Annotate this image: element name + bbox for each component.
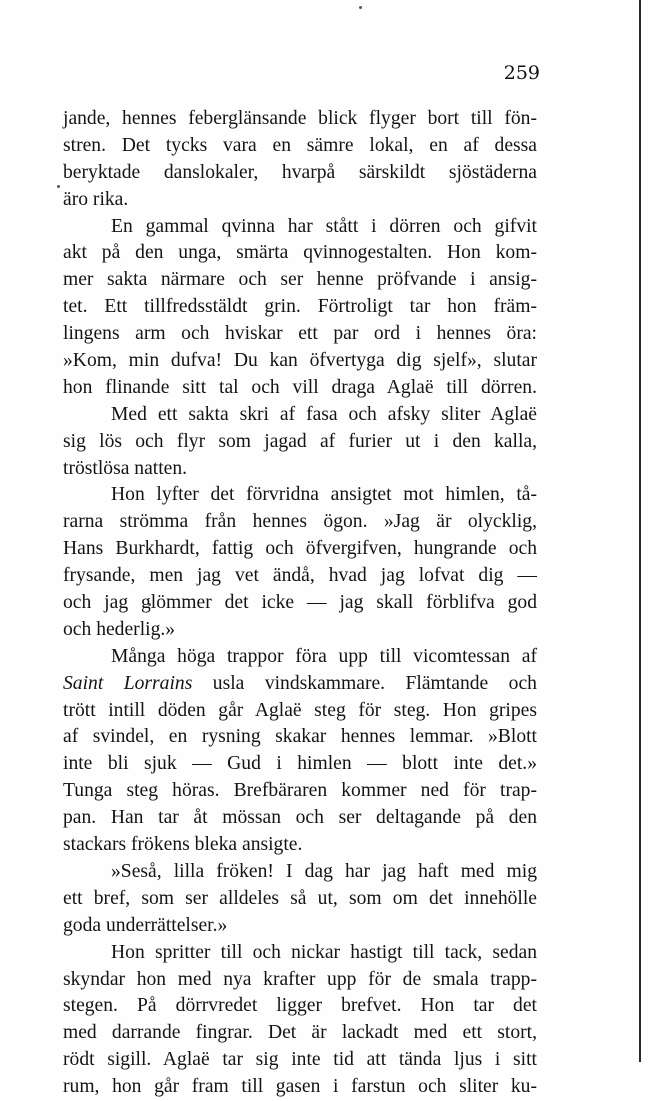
page-edge-rule — [639, 0, 641, 1062]
text-line: sig lös och flyr som jagad af furier ut i den kalla, — [63, 430, 537, 452]
text-line: och hederlig.» — [63, 618, 176, 640]
italic-name: Saint Lorrains — [63, 672, 193, 694]
text-line: stackars frökens bleka ansigte. — [63, 834, 303, 856]
paragraph-start-line: En gammal qvinna har stått i dörren och gifvit — [111, 215, 537, 237]
text-line: rödt sigill. Aglaë tar sig inte tid att tända ljus i sitt — [63, 1049, 537, 1071]
text-line: frysande, men jag vet ändå, hvad jag lofvat dig — — [63, 565, 537, 587]
text-line: skyndar hon med nya krafter upp för de smala trapp- — [63, 968, 537, 990]
text-line: tröstlösa natten. — [63, 457, 188, 479]
text-line: rum, hon går fram till gasen i farstun och sliter ku- — [63, 1076, 537, 1098]
text-line: af svindel, en rysning skakar hennes lemmar. »Blott — [63, 726, 537, 748]
page-number: 259 — [503, 62, 540, 84]
paragraph-start-line: Hon spritter till och nickar hastigt till tack, sedan — [111, 941, 537, 963]
paragraph-start-line: Hon lyfter det förvridna ansigtet mot himlen, tå- — [111, 484, 537, 506]
print-speck — [57, 185, 60, 188]
paragraph-start-line: Många höga trappor föra upp till vicomtessan af — [111, 645, 537, 667]
text-line: stegen. På dörrvredet ligger brefvet. Hon tar det — [63, 995, 537, 1017]
text-line: Hans Burkhardt, fattig och öfvergifven, hungrande och — [63, 538, 537, 560]
text-line: Tunga steg höras. Brefbäraren kommer ned för trap- — [63, 780, 537, 802]
text-line-with-italic — [63, 671, 537, 698]
text-line: stren. Det tycks vara en sämre lokal, en af dessa — [63, 134, 537, 156]
paragraph-start-line: »Seså, lilla fröken! I dag har jag haft med mig — [111, 860, 537, 882]
text-line: »Kom, min dufva! Du kan öfvertyga dig sjelf», slutar — [63, 350, 537, 372]
text-line: pan. Han tar åt mössan och ser deltagande på den — [63, 807, 537, 829]
text-line: mer sakta närmare och ser henne pröfvande i ansig- — [63, 269, 537, 291]
text-line: med darrande fingrar. Det är lackadt med ett stort, — [63, 1022, 537, 1044]
text-line: inte bli sjuk — Gud i himlen — blott inte det.» — [63, 753, 537, 775]
text-line: hon flinande sitt tal och vill draga Aglaë till dörren. — [63, 376, 537, 398]
text-line: lingens arm och hviskar ett par ord i hennes öra: — [63, 323, 537, 345]
print-speck — [359, 6, 362, 9]
text-line: beryktade danslokaler, hvarpå särskildt sjöstäderna — [63, 161, 537, 183]
text-line: jande, hennes feberglänsande blick flyger bort till fön- — [63, 108, 537, 129]
text-line-rest: usla vindskammare. Flämtande och — [192, 672, 537, 694]
text-line: tet. Ett tillfredsstäldt grin. Förtroligt tar hon främ- — [63, 296, 537, 318]
text-line: goda underrättelser.» — [63, 914, 228, 936]
text-line: äro rika. — [63, 188, 129, 210]
body-text — [63, 106, 537, 1101]
text-line: rarna strömma från hennes ögon. »Jag är olycklig, — [63, 511, 537, 533]
text-line: och jag glömmer det icke — jag skall förblifva god — [63, 592, 537, 614]
text-line: trött intill döden går Aglaë steg för steg. Hon gripes — [63, 699, 537, 721]
text-line: akt på den unga, smärta qvinnogestalten. Hon kom- — [63, 242, 537, 264]
paragraph-start-line: Med ett sakta skri af fasa och afsky sliter Aglaë — [111, 403, 537, 425]
text-line: ett bref, som ser alldeles så ut, som om det innehölle — [63, 887, 537, 909]
